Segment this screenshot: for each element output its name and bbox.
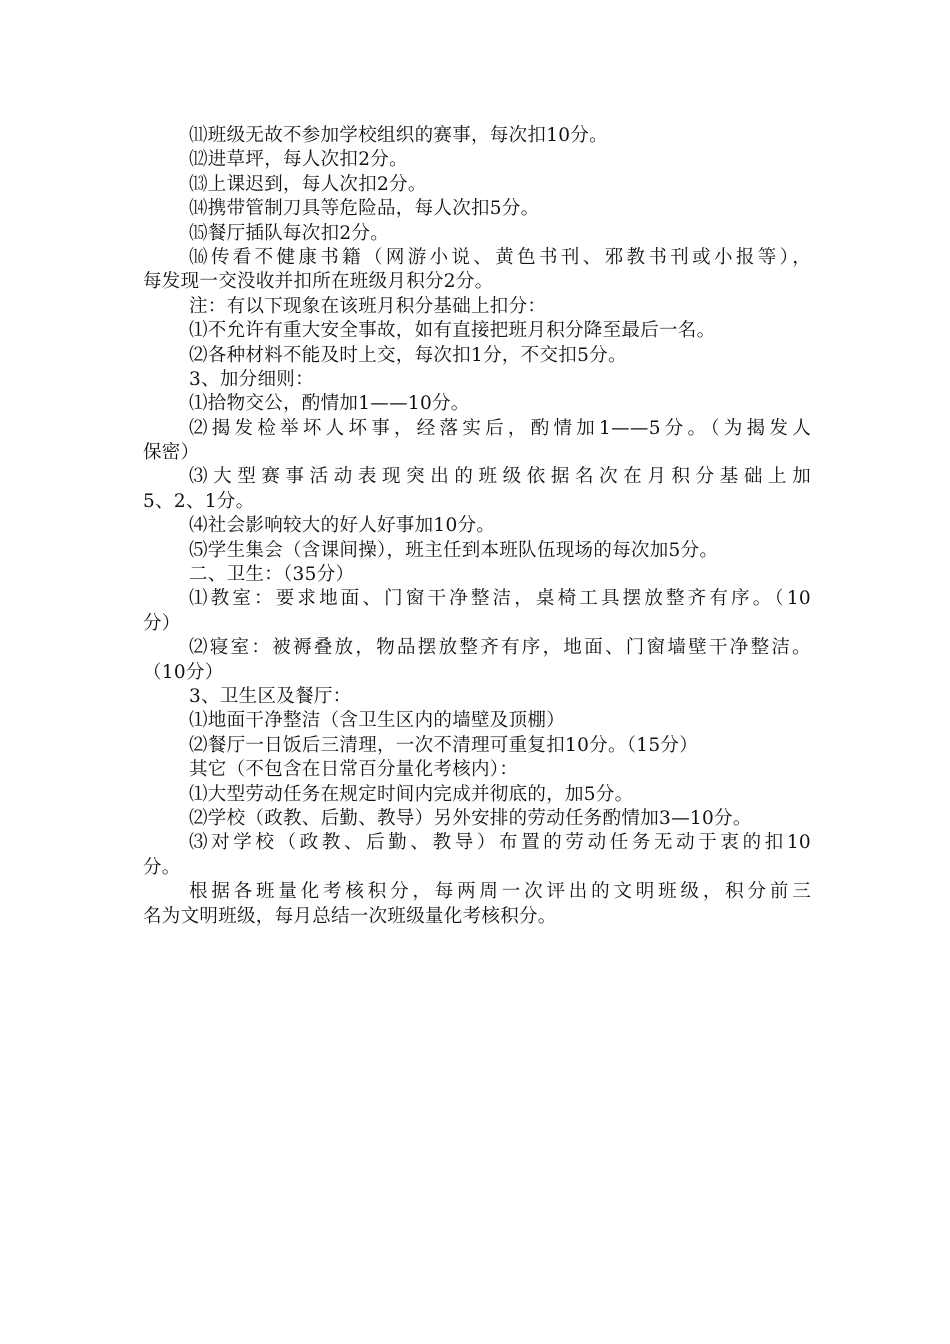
text-line: ⑴地面干净整洁（含卫生区内的墙壁及顶棚） [189,710,566,732]
text-line: ⑸学生集会（含课间操），班主任到本班队伍现场的每次加5分。 [189,539,719,561]
text-line: ⑵揭发检举坏人坏事，经落实后，酌情加1——5分。（为揭发人 [189,417,811,439]
text-line: ⑴不允许有重大安全事故，如有直接把班月积分降至最后一名。 [189,320,716,342]
text-line: 分） [143,612,181,634]
text-line: 3、卫生区及餐厅： [189,685,352,707]
text-line: ⒂餐厅插队每次扣2分。 [189,222,390,244]
text-line: ⑵学校（政教、后勤、教导）另外安排的劳动任务酌情加3—10分。 [189,807,752,829]
text-line: ⑶对学校（政教、后勤、教导）布置的劳动任务无动于衷的扣10 [189,832,811,854]
text-line: ⑶大型赛事活动表现突出的班级依据名次在月积分基础上加 [189,466,811,488]
text-line: ⑴拾物交公，酌情加1——10分。 [189,393,470,415]
text-line: 5、2、1分。 [143,490,255,512]
text-line: 注：有以下现象在该班月积分基础上扣分： [189,295,547,317]
text-line: ⑷社会影响较大的好人好事加10分。 [189,515,496,537]
text-line: ⑵餐厅一日饭后三清理，一次不清理可重复扣10分。（15分） [189,734,699,756]
text-line: 3、加分细则： [189,368,314,390]
text-line: ⑴大型劳动任务在规定时间内完成并彻底的，加5分。 [189,783,634,805]
text-line: ⑴教室：要求地面、门窗干净整洁，桌椅工具摆放整齐有序。（10 [189,588,811,610]
text-line: 分。 [143,856,181,878]
text-line: ⑾班级无故不参加学校组织的赛事，每次扣10分。 [189,125,608,146]
text-line: ⒃传看不健康书籍（网游小说、黄色书刊、邪教书刊或小报等）， [189,246,811,268]
text-line: 名为文明班级，每月总结一次班级量化考核积分。 [143,905,557,927]
text-line: ⒁携带管制刀具等危险品，每人次扣5分。 [189,198,540,220]
text-line: ⑵各种材料不能及时上交，每次扣1分，不交扣5分。 [189,344,627,366]
text-line: 保密） [143,442,200,464]
text-line: ⒀上课迟到，每人次扣2分。 [189,173,427,195]
text-line: 其它（不包含在日常百分量化考核内）： [189,759,519,781]
document-body [143,124,811,929]
text-line: （10分） [143,661,224,683]
text-line: ⑵寝室：被褥叠放，物品摆放整齐有序，地面、门窗墙壁干净整洁。 [189,637,811,659]
text-line: 二、卫生：（35分） [189,564,355,586]
text-line: 每发现一交没收并扣所在班级月积分2分。 [143,271,494,293]
text-line: 根据各班量化考核积分，每两周一次评出的文明班级，积分前三 [189,881,811,903]
text-line: ⑿进草坪，每人次扣2分。 [189,149,408,171]
